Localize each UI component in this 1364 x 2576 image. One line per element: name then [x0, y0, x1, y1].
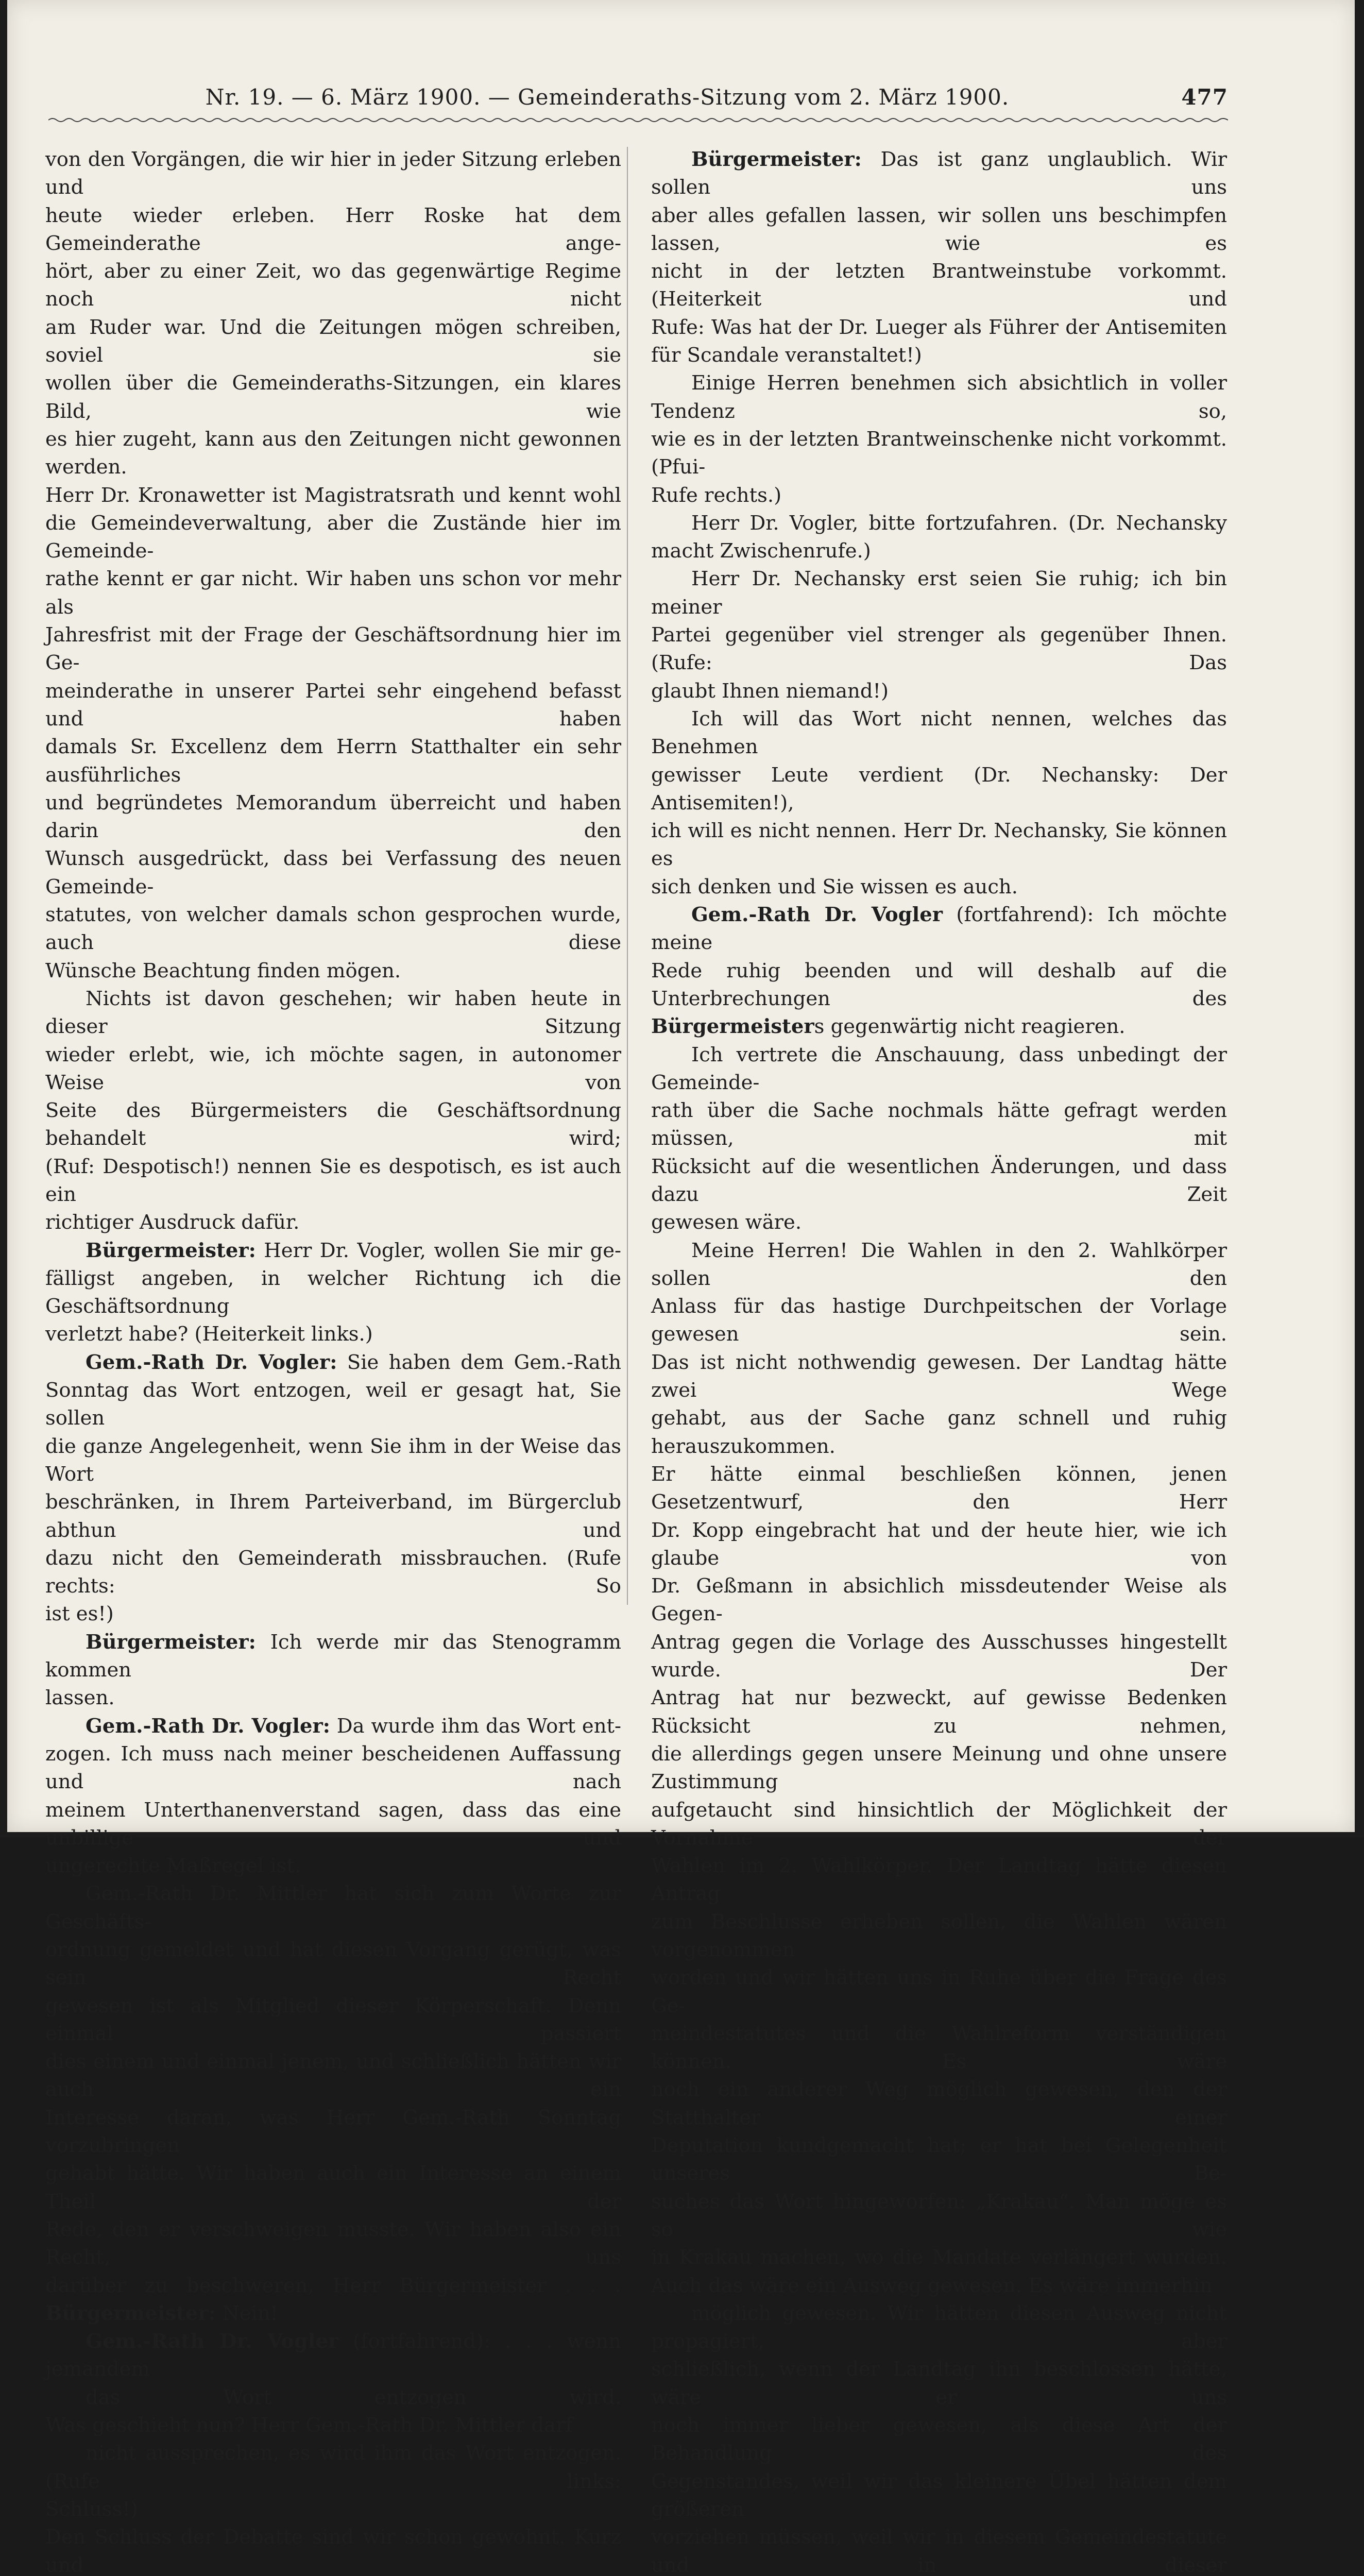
text-line: Herr Dr. Kronawetter ist Magistratsrath und kennt wohl: [45, 483, 621, 507]
text-line: Antrag hat nur bezweckt, auf gewisse Bedenken Rücksicht zu nehmen,: [651, 1686, 1227, 1738]
text-line: Wahlen im 2. Wahlkörper. Der Landtag hätte diesen Antrag: [651, 1854, 1227, 1906]
text-line: Seite des Bürgermeisters die Geschäftsordnung behandelt wird;: [45, 1099, 621, 1150]
text-line: macht Zwischenrufe.): [651, 539, 871, 563]
text-line: die ganze Angelegenheit, wenn Sie ihm in der Weise das Wort: [45, 1434, 621, 1486]
text-line: Gem.-Rath Dr. Vogler: Sie haben dem Gem.-Rath: [86, 1350, 621, 1374]
text-line: wieder erlebt, wie, ich möchte sagen, in autonomer Weise von: [45, 1043, 621, 1094]
text-line: Rücksicht auf die wesentlichen Änderungen, und dass dazu Zeit: [651, 1155, 1227, 1206]
text-line: Wünsche Beachtung finden mögen.: [45, 959, 401, 982]
header-wavy-rule: [48, 116, 1228, 124]
left-column: [45, 146, 621, 2576]
text-line: aber alles gefallen lassen, wir sollen uns beschimpfen lassen, wie es: [651, 204, 1227, 255]
text-line: und begründetes Memorandum überreicht und haben darin den: [45, 791, 621, 843]
text-line: Was geschieht nun? Herr Gem.-Rath Dr. Mittler darf: [45, 2414, 573, 2437]
text-line: damals Sr. Excellenz dem Herrn Statthalter ein sehr ausführliches: [45, 735, 621, 787]
text-line: möglich gewesen. Wir hätten diesen Ausweg nicht propagiert, aber: [651, 2301, 1227, 2353]
text-line: (Ruf: Despotisch!) nennen Sie es despotisch, es ist auch ein: [45, 1155, 621, 1206]
text-line: wollen über die Gemeinderaths-Sitzungen, ein klares Bild, wie: [45, 371, 621, 423]
text-line: Gem.-Rath Dr. Vogler (fortfahrend): Ich möchte meine: [651, 903, 1227, 955]
text-line: nicht in der letzten Brantweinstube vorkommt. (Heiterkeit und: [651, 260, 1227, 311]
text-line: gehabt hätte. Wir haben auch ein Interesse an einem Theil der: [45, 2162, 621, 2213]
text-line: ist es!): [45, 1602, 114, 1626]
text-line: Bürgermeister: Das ist ganz unglaublich. Wir sollen uns: [651, 148, 1227, 199]
text-line: Bürgermeister: Herr Dr. Vogler, wollen Sie mir ge-: [86, 1239, 621, 1262]
text-line: meinderathe in unserer Partei sehr eingehend befasst und haben: [45, 679, 621, 731]
text-line: meindestatutes und die Wahlreform verständigen können. Es wäre: [651, 2022, 1227, 2074]
text-line: richtiger Ausdruck dafür.: [45, 1211, 300, 1234]
text-line: gehabt, aus der Sache ganz schnell und ruhig herauszukommen.: [651, 1406, 1227, 1458]
text-line: meinem Unterthanenverstand sagen, dass das eine unbillige und: [45, 1798, 621, 1850]
text-line: Meine Herren! Die Wahlen in den 2. Wahlkörper sollen den: [651, 1239, 1227, 1290]
text-line: Ich will das Wort nicht nennen, welches das Benehmen: [651, 707, 1227, 759]
text-line: in Krakau machen, wo die Mandate verlängert wurden.: [651, 2246, 1227, 2269]
text-line: Den Schluss der Debatte sind wir schon gewohnt. Kurz und: [45, 2526, 621, 2576]
text-line: ordnung gemeldet und hat diesen Vorgang gerügt, was sein Recht: [45, 1938, 621, 1990]
text-line: hört, aber zu einer Zeit, wo das gegenwärtige Regime noch nicht: [45, 260, 621, 311]
text-line: worden und wir hätten uns in Ruhe über die Frage des Ge-: [651, 1966, 1227, 2018]
text-line: Rede, den er verschweigen musste. Wir haben also ein Recht, uns: [45, 2217, 621, 2269]
text-line: Das ist nicht nothwendig gewesen. Der Landtag hätte zwei Wege: [651, 1350, 1227, 1402]
text-line: Rufe: Was hat der Dr. Lueger als Führer der Antisemiten: [651, 315, 1227, 339]
text-line: aufgetaucht sind hinsichtlich der Möglichkeit der Vornahme der: [651, 1798, 1227, 1850]
text-line: Gem.-Rath Dr. Vogler: Da wurde ihm das Wort ent-: [86, 1714, 621, 1738]
text-line: noch immer lieber gewesen, als diese Art der Behandlung des: [651, 2414, 1227, 2465]
text-line: Deputation kundgemacht hat; er hat bei Gelegenheit unseres Be-: [651, 2134, 1227, 2185]
text-line: lassen.: [45, 1686, 115, 1710]
text-line: am Ruder war. Und die Zeitungen mögen schreiben, soviel sie: [45, 315, 621, 367]
text-line: fälligst angeben, in welcher Richtung ich die Geschäftsordnung: [45, 1266, 621, 1318]
newspaper-page: [7, 0, 1355, 2576]
text-line: statutes, von welcher damals schon gesprochen wurde, auch diese: [45, 903, 621, 955]
column-divider: [627, 147, 628, 1605]
text-line: das Wort entzogen wird.: [86, 2385, 621, 2409]
text-line: vorziehen müssen, weil wir in diesem Gemeindestatute und in dieser: [651, 2526, 1227, 2576]
text-line: sich denken und Sie wissen es auch.: [651, 875, 1018, 899]
text-line: gewisser Leute verdient (Dr. Nechansky: Der Antisemiten!),: [651, 763, 1227, 815]
text-line: rath über die Sache nochmals hätte gefragt werden müssen, mit: [651, 1099, 1227, 1150]
text-line: Bürgermeisters gegenwärtig nicht reagieren.: [651, 1015, 1126, 1039]
text-line: Rede ruhig beenden und will deshalb auf die Unterbrechungen des: [651, 959, 1227, 1010]
text-line: die allerdings gegen unsere Meinung und ohne unsere Zustimmung: [651, 1742, 1227, 1794]
text-line: Jahresfrist mit der Frage der Geschäftsordnung hier im Ge-: [45, 623, 621, 675]
right-column: [651, 146, 1227, 2576]
text-line: für Scandale veranstaltet!): [651, 344, 922, 367]
text-line: ungerechte Maßregel ist.: [45, 1854, 301, 1878]
text-line: schließlich, wenn der Landtag ihn beschlossen hätte, wäre er uns: [651, 2358, 1227, 2409]
text-line: zogen. Ich muss nach meiner bescheidenen Auffassung und nach: [45, 1742, 621, 1794]
text-line: Partei gegenüber viel strenger als gegenüber Ihnen. (Rufe: Das: [651, 623, 1227, 675]
text-line: zum Beschlusse erheben sollen, die Wahlen wären vorgenommen: [651, 1910, 1227, 1961]
text-line: Dr. Geßmann in absichlich missdeutender Weise als Gegen-: [651, 1574, 1227, 1626]
text-line: dazu nicht den Gemeinderath missbrauchen. (Rufe rechts: So: [45, 1546, 621, 1598]
text-line: Gem.-Rath Dr. Mittler hat sich zum Worte zur Geschäfts-: [45, 1882, 621, 1934]
text-line: Interesse daran, was Herr Gem.-Rath Sonntag vorzubringen: [45, 2106, 621, 2158]
text-line: darüber zu beschweren, Herr Bürgermeister . . .: [45, 2274, 621, 2297]
text-line: gewesen wäre.: [651, 1211, 802, 1234]
text-line: beschränken, in Ihrem Parteiverband, im Bürgerclub abthun und: [45, 1490, 621, 1542]
text-line: verletzt habe? (Heiterkeit links.): [45, 1323, 373, 1346]
text-line: wie es in der letzten Brantweinschenke nicht vorkommt. (Pfui-: [651, 427, 1227, 479]
text-line: Bürgermeister: Ich werde mir das Stenogramm kommen: [45, 1630, 621, 1682]
text-line: von den Vorgängen, die wir hier in jeder Sitzung erleben und: [45, 148, 621, 199]
text-line: gewesen ist als Mitglied dieser Körperschaft. Denn einmal passiert: [45, 1994, 621, 2045]
text-line: Gem.-Rath Dr. Vogler (fortfahrend): . . . wenn jemandem: [45, 2330, 621, 2381]
text-line: Dr. Kopp eingebracht hat und der heute hier, wie ich glaube von: [651, 1518, 1227, 1570]
text-line: noch ein anderer Weg möglich gewesen, den der Statthalter einer: [651, 2078, 1227, 2129]
text-line: Wunsch ausgedrückt, dass bei Verfassung des neuen Gemeinde-: [45, 847, 621, 899]
text-line: die Gemeindeverwaltung, aber die Zustände hier im Gemeinde-: [45, 511, 621, 563]
text-line: Bürgermeister: Nein!: [45, 2301, 279, 2325]
text-line: Herr Dr. Nechansky erst seien Sie ruhig; ich bin meiner: [651, 567, 1227, 619]
text-line: nicht aussprechen, es wird ihm das Wort entzogen. (Rufe links:: [45, 2442, 621, 2493]
text-line: Schluss!): [45, 2497, 138, 2521]
page-number: 477: [1181, 84, 1228, 110]
running-title: Nr. 19. — 6. März 1900. — Gemeinderaths-Sitzung vom 2. März 1900.: [205, 84, 1010, 110]
text-line: dies einem und einmal jenem, und schließlich hätten wir auch ein: [45, 2050, 621, 2102]
text-line: Gegenstandes, weil wir das kleinere Übel hätten dem größeren: [651, 2469, 1227, 2521]
text-line: Anlass für das hastige Durchpeitschen der Vorlage gewesen sein.: [651, 1295, 1227, 1346]
text-line: Herr Dr. Vogler, bitte fortzufahren. (Dr. Nechansky: [691, 511, 1227, 535]
text-line: Er hätte einmal beschließen können, jenen Gesetzentwurf, den Herr: [651, 1462, 1227, 1514]
page-header: [48, 81, 1228, 117]
text-line: Rufe rechts.): [651, 483, 782, 507]
text-line: heute wieder erleben. Herr Roske hat dem Gemeinderathe ange-: [45, 204, 621, 255]
text-line: Nichts ist davon geschehen; wir haben heute in dieser Sitzung: [45, 987, 621, 1039]
text-line: Antrag gegen die Vorlage des Ausschusses hingestellt wurde. Der: [651, 1630, 1227, 1682]
text-line: rathe kennt er gar nicht. Wir haben uns schon vor mehr als: [45, 567, 621, 619]
text-line: es hier zugeht, kann aus den Zeitungen nicht gewonnen werden.: [45, 427, 621, 479]
text-line: glaubt Ihnen niemand!): [651, 679, 889, 703]
text-line: Einige Herren benehmen sich absichtlich in voller Tendenz so,: [651, 371, 1227, 423]
text-line: Auch das wäre ein Ausweg gewesen. Es wäre immerhin: [651, 2274, 1213, 2297]
text-line: suches das Wort hingeworfen: „Krakau“. Man möge es so wie: [651, 2190, 1227, 2241]
text-line: Sonntag das Wort entzogen, weil er gesagt hat, Sie sollen: [45, 1379, 621, 1430]
text-line: ich will es nicht nennen. Herr Dr. Nechansky, Sie können es: [651, 819, 1227, 871]
text-line: Ich vertrete die Anschauung, dass unbedingt der Gemeinde-: [651, 1043, 1227, 1094]
